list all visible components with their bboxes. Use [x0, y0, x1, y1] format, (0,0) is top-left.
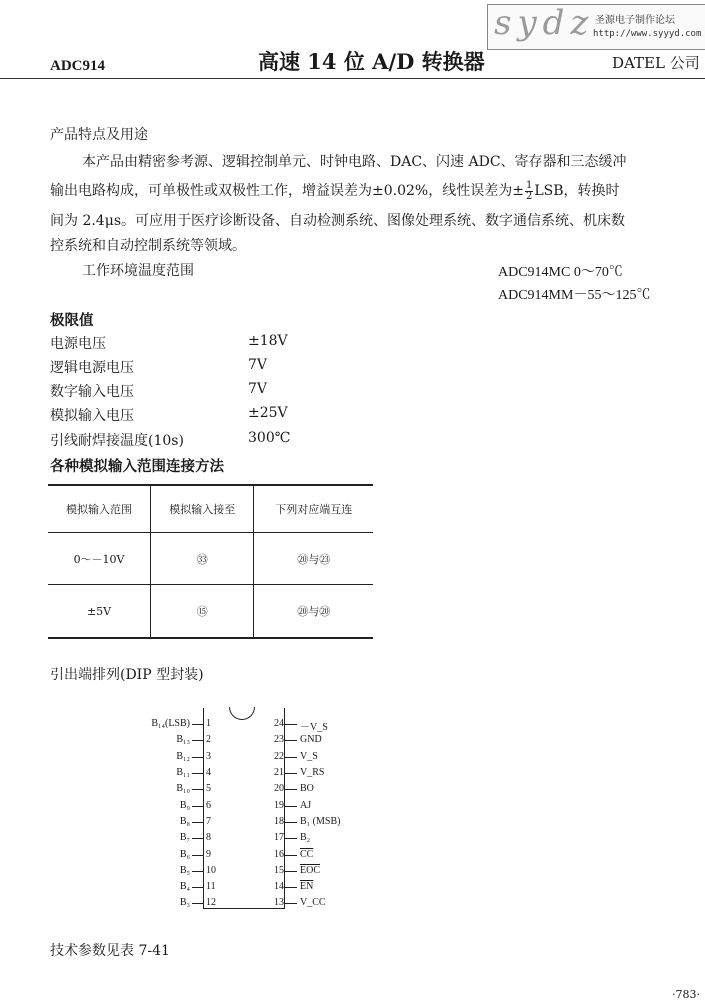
pin-label-1: B₁₄(LSB): [151, 718, 190, 729]
pin-lead-20: [285, 789, 297, 790]
pin-number-24: 24: [274, 718, 284, 729]
limit-value-analog-input: ±25V: [248, 405, 288, 421]
table-cell-interconnect: ⑳与㉓: [254, 533, 373, 585]
watermark-logo: [487, 4, 705, 50]
header-divider: [0, 78, 705, 79]
pin-lead-8: [192, 838, 204, 839]
pin-lead-17: [285, 838, 297, 839]
fraction-denominator: 2: [525, 190, 533, 202]
pin-lead-16: [285, 855, 297, 856]
pin-lead-24: [285, 724, 297, 725]
pin-lead-14: [285, 887, 297, 888]
limit-label-solder-temp: 引线耐焊接温度(10s): [50, 433, 184, 449]
pin-label-3: B₁₂: [176, 751, 190, 762]
fraction-numerator: 1: [525, 179, 533, 191]
pin-label-12: B₃: [179, 897, 190, 908]
pinout-heading: 引出端排列(DIP 型封装): [50, 667, 204, 683]
pin-label-18: B₁ (MSB): [300, 816, 341, 827]
table-cell-input-pin: ⑮: [151, 585, 254, 639]
pin-lead-11: [192, 887, 204, 888]
pin-lead-2: [192, 740, 204, 741]
table-cell-input-pin: ㉝: [151, 533, 254, 585]
pin-label-7: B₈: [179, 816, 190, 827]
limit-label-supply: 电源电压: [50, 336, 106, 352]
pin-lead-9: [192, 855, 204, 856]
page-number: ·783·: [672, 988, 700, 1001]
features-line-4: 控系统和自动控制系统等领域。: [50, 238, 246, 254]
features-heading: 产品特点及用途: [50, 127, 148, 143]
pin-number-14: 14: [274, 881, 284, 892]
pin-label-9: B₆: [179, 849, 190, 860]
watermark-url: http://www.syyyd.com: [593, 29, 702, 39]
pin-label-4: B₁₁: [176, 767, 190, 778]
limit-label-logic-supply: 逻辑电源电压: [50, 360, 134, 376]
features-line-2-end: LSB，转换时: [534, 183, 620, 199]
pin-lead-22: [285, 757, 297, 758]
pin-lead-3: [192, 757, 204, 758]
pin-number-4: 4: [206, 767, 211, 778]
pin-label-5: B₁₀: [176, 783, 190, 794]
pin-label-2: B₁₃: [176, 734, 190, 745]
features-line-1: 本产品由精密参考源、逻辑控制单元、时钟电路、DAC、闪速 ADC、寄存器和三态缓冲: [82, 154, 627, 170]
table-row: [48, 585, 373, 639]
pin-number-5: 5: [206, 783, 211, 794]
column-header-input-pin: 模拟输入接至: [151, 485, 254, 533]
pin-number-9: 9: [206, 849, 211, 860]
pin-number-11: 11: [206, 881, 216, 892]
limit-value-logic-supply: 7V: [248, 357, 268, 373]
pin-label-20: BO: [300, 783, 314, 794]
temp-range-label: 工作环境温度范围: [82, 263, 194, 279]
footer-note: 技术参数见表 7-41: [50, 943, 170, 959]
brand-name: DATEL 公司: [612, 54, 700, 72]
limits-heading: 极限值: [50, 312, 94, 329]
pin-lead-4: [192, 773, 204, 774]
limit-value-supply: ±18V: [248, 333, 288, 349]
limit-value-solder-temp: 300℃: [248, 430, 291, 446]
pin-number-21: 21: [274, 767, 284, 778]
pin-label-24: －V_S: [300, 722, 328, 733]
pin-number-3: 3: [206, 751, 211, 762]
pin-label-21: V_RS: [300, 767, 325, 778]
pin-number-18: 18: [274, 816, 284, 827]
connection-table: [48, 484, 373, 639]
pin-label-17: B₂: [300, 832, 311, 843]
pin-number-22: 22: [274, 751, 284, 762]
column-header-interconnect: 下列对应端互连: [254, 485, 373, 533]
pin-label-23: GND: [300, 734, 322, 745]
pin-lead-13: [285, 903, 297, 904]
column-header-range: 模拟输入范围: [48, 485, 151, 533]
pin-lead-23: [285, 740, 297, 741]
features-line-3: 间为 2.4μs。可应用于医疗诊断设备、自动检测系统、图像处理系统、数字通信系统、机床数: [50, 213, 625, 229]
pin-number-6: 6: [206, 800, 211, 811]
pin-lead-6: [192, 806, 204, 807]
pin-number-12: 12: [206, 897, 216, 908]
table-cell-range: ±5V: [48, 585, 151, 639]
pin-number-16: 16: [274, 849, 284, 860]
pin-number-15: 15: [274, 865, 284, 876]
watermark-logo-text: sydz: [494, 3, 595, 43]
features-line-2-start: 输出电路构成，可单极性或双极性工作，增益误差为±0.02%，线性误差为±: [50, 183, 524, 199]
pin-label-8: B₇: [179, 832, 190, 843]
limit-label-digital-input: 数字输入电压: [50, 384, 134, 400]
pin-number-8: 8: [206, 832, 211, 843]
pin-label-19: AJ: [300, 800, 312, 811]
pin-number-7: 7: [206, 816, 211, 827]
pin-number-10: 10: [206, 865, 216, 876]
fraction: [525, 181, 533, 202]
pin-label-11: B₄: [179, 881, 190, 892]
pin-lead-1: [192, 724, 204, 725]
pin-number-17: 17: [274, 832, 284, 843]
pin-number-2: 2: [206, 734, 211, 745]
pin-lead-12: [192, 903, 204, 904]
pin-label-10: B₅: [179, 865, 190, 876]
watermark-site-name: 圣源电子制作论坛: [595, 15, 675, 26]
pin-lead-21: [285, 773, 297, 774]
pin-label-14: $\overline{EN}$: [300, 881, 314, 892]
page-title: 高速 14 位 A/D 转换器: [258, 49, 485, 74]
pin-number-23: 23: [274, 734, 284, 745]
temp-range-mm: ADC914MM－55～125℃: [498, 288, 651, 303]
pin-lead-7: [192, 822, 204, 823]
pin-number-19: 19: [274, 800, 284, 811]
features-line-2: [50, 180, 620, 202]
table-header-row: [48, 485, 373, 533]
pin-lead-19: [285, 806, 297, 807]
pin-lead-5: [192, 789, 204, 790]
pin-label-15: $\overline{EOC}$: [300, 865, 320, 876]
pin-label-22: V_S: [300, 751, 318, 762]
pin-lead-18: [285, 822, 297, 823]
pin-lead-10: [192, 871, 204, 872]
model-number: ADC914: [50, 58, 105, 74]
temp-range-mc: ADC914MC 0～70℃: [498, 265, 623, 280]
pin-number-20: 20: [274, 783, 284, 794]
pin-label-13: V_CC: [300, 897, 326, 908]
pin-number-13: 13: [274, 897, 284, 908]
connection-heading: 各种模拟输入范围连接方法: [50, 458, 224, 475]
pin-label-16: $\overline{CC}$: [300, 849, 314, 860]
pin-lead-15: [285, 871, 297, 872]
pin-number-1: 1: [206, 718, 211, 729]
limit-label-analog-input: 模拟输入电压: [50, 408, 134, 424]
limit-value-digital-input: 7V: [248, 381, 268, 397]
table-cell-interconnect: ⑳与⑳: [254, 585, 373, 639]
table-cell-range: 0～－10V: [48, 533, 151, 585]
pin-label-6: B₉: [179, 800, 190, 811]
table-row: [48, 533, 373, 585]
